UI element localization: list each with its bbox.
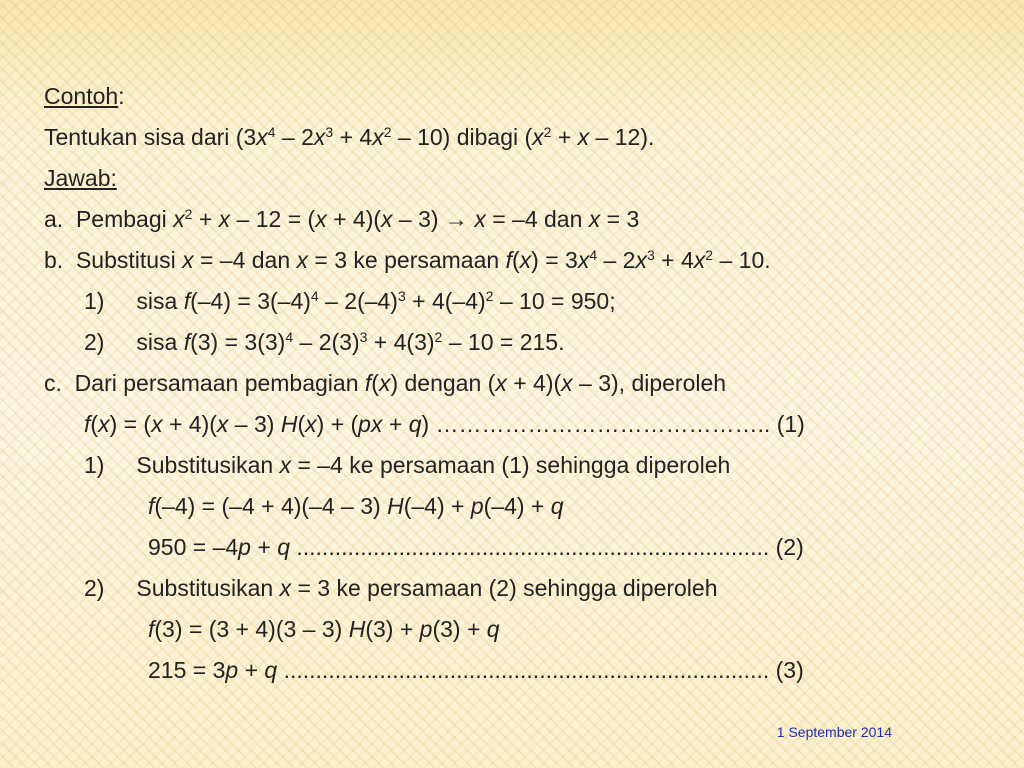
text-line-c2a: f(3) = (3 + 4)(3 – 3) H(3) + p(3) + q bbox=[148, 616, 500, 642]
text-line-c1b: 950 = –4p + q .......................................................................... (2) bbox=[148, 534, 804, 560]
text-line-c2: 2) Substitusikan x = 3 ke persamaan (2) sehingga diperoleh bbox=[84, 575, 718, 601]
text-line-c1a: f(–4) = (–4 + 4)(–4 – 3) H(–4) + p(–4) + q bbox=[148, 493, 564, 519]
text-line-soal: Tentukan sisa dari $(3x^4 - 2x^3 + 4x^2 - 10)$ dibagi $(x^2 + x - 12)$. bbox=[44, 124, 655, 150]
text-line-b1: 1) sisa $f(-4) = 3(-4)^4 - 2(-4)^3 + 4(-4)^2 - 10 = 950$; bbox=[84, 288, 616, 314]
text-line-b2: 2) sisa $f(3) = 3(3)^4 - 2(3)^3 + 4(3)^2 - 10 = 215$. bbox=[84, 329, 565, 355]
text-line-contoh: Contoh: bbox=[44, 83, 125, 109]
text-line-a: a. Pembagi $x^2 + x - 12 = (x + 4)(x - 3) \to x = -4$ dan x = 3 bbox=[44, 206, 640, 232]
text-line-c: c. Dari persamaan pembagian f(x) dengan (x + 4)(x – 3), diperoleh bbox=[44, 370, 727, 396]
footer-date: 1 September 2014 bbox=[776, 724, 892, 740]
text-line-jawab: Jawab: bbox=[44, 165, 117, 191]
text-line-c1: 1) Substitusikan x = –4 ke persamaan (1) sehingga diperoleh bbox=[84, 452, 731, 478]
text-line-c2b: 215 = 3p + q ............................................................................ (3) bbox=[148, 657, 804, 683]
text-line-eq1: f(x) = (x + 4)(x – 3) H(x) + (px + q) …………………………………….. (1) bbox=[84, 411, 805, 437]
text-line-b: b. Substitusi x = –4 dan x = 3 ke persamaan $f(x) = 3x^4 - 2x^3 + 4x^2 - 10$. bbox=[44, 247, 771, 273]
